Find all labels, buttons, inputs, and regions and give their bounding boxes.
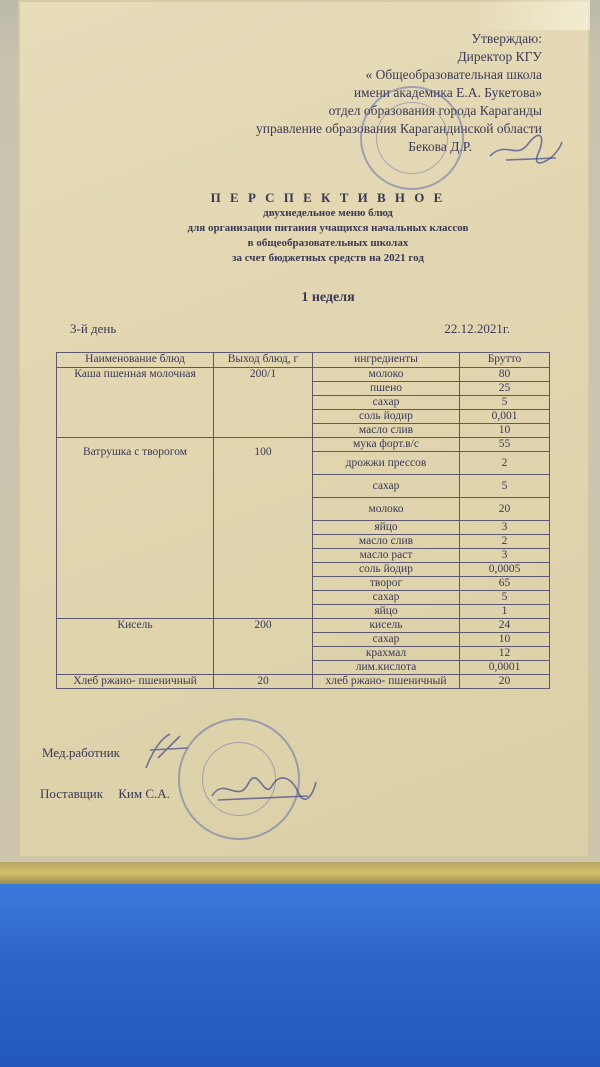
gross-weight: 5 (460, 475, 550, 498)
approval-line: « Общеобразовательная школа (365, 67, 542, 82)
ingredient: мука форт.в/с (313, 438, 460, 452)
approval-line: управление образования Карагандинской области (255, 121, 542, 136)
gross-weight: 80 (460, 368, 550, 382)
ingredient: крахмал (313, 647, 460, 661)
subtitle-line: в общеобразовательных школах (247, 237, 409, 249)
gross-weight: 3 (460, 549, 550, 563)
ingredient: кисель (313, 619, 460, 633)
column-header: Выход блюд, г (214, 353, 313, 368)
ingredient: молоко (313, 368, 460, 382)
ingredient: сахар (313, 396, 460, 410)
dish-name: Хлеб ржано- пшеничный (57, 675, 214, 689)
dish-yield: 20 (214, 675, 313, 689)
gross-weight: 5 (460, 591, 550, 605)
gross-weight: 55 (460, 438, 550, 452)
day-label: 3-й день (70, 321, 117, 336)
ingredient: сахар (313, 633, 460, 647)
supplier-signature (208, 770, 318, 810)
dish-name: Кисель (57, 619, 214, 675)
blue-wall (0, 880, 600, 1067)
gross-weight: 0,0001 (460, 661, 550, 675)
gross-weight: 2 (460, 452, 550, 475)
table-row (57, 619, 550, 633)
ingredient: соль йодир (313, 410, 460, 424)
table-header-row (57, 353, 550, 368)
subtitle-line: за счет бюджетных средств на 2021 год (232, 252, 424, 264)
gross-weight: 1 (460, 605, 550, 619)
gross-weight: 12 (460, 647, 550, 661)
dish-name: Ватрушка с творогом (57, 438, 214, 619)
ingredient: сахар (313, 475, 460, 498)
subtitle-line: двухнедельное меню блюд (263, 207, 393, 219)
gross-weight: 10 (460, 633, 550, 647)
approval-line: Директор КГУ (457, 49, 542, 64)
ingredient: пшено (313, 382, 460, 396)
dish-yield: 200 (214, 619, 313, 675)
table-body (57, 368, 550, 689)
gross-weight: 24 (460, 619, 550, 633)
table-row (57, 368, 550, 382)
ingredient: лим.кислота (313, 661, 460, 675)
gross-weight: 25 (460, 382, 550, 396)
menu-document (18, 0, 590, 858)
frame-bottom-edge (0, 862, 600, 884)
ingredient: творог (313, 577, 460, 591)
column-header: Наименование блюд (57, 353, 214, 368)
table-row (57, 438, 550, 452)
dish-yield: 200/1 (214, 368, 313, 438)
ingredient: яйцо (313, 521, 460, 535)
glass-glare (470, 0, 590, 30)
supplier-caption: Поставщик (40, 786, 104, 801)
document-subtitle (118, 206, 538, 266)
approval-line: Утверждаю: (471, 31, 542, 46)
gross-weight: 0,0005 (460, 563, 550, 577)
column-header: Брутто (460, 353, 550, 368)
ingredient: хлеб ржано- пшеничный (313, 675, 460, 689)
ingredient: соль йодир (313, 563, 460, 577)
ingredient: яйцо (313, 605, 460, 619)
gross-weight: 5 (460, 396, 550, 410)
dish-name: Каша пшенная молочная (57, 368, 214, 438)
gross-weight: 65 (460, 577, 550, 591)
gross-weight: 20 (460, 498, 550, 521)
table-row (57, 675, 550, 689)
approval-line: отдел образования города Караганды (328, 103, 542, 118)
ingredient: дрожжи прессов (313, 452, 460, 475)
gross-weight: 10 (460, 424, 550, 438)
document-title: П Е Р С П Е К Т И В Н О Е (210, 190, 446, 205)
approval-line: Бекова Д.Р. (408, 139, 472, 154)
gross-weight: 2 (460, 535, 550, 549)
ingredient: молоко (313, 498, 460, 521)
medic-label: Мед.работник (42, 745, 120, 760)
subtitle-line: для организации питания учащихся начальных классов (187, 222, 469, 234)
supplier-label (40, 786, 170, 802)
gross-weight: 0,001 (460, 410, 550, 424)
supplier-name: Ким С.А. (118, 786, 170, 801)
date-label: 22.12.2021г. (444, 321, 510, 336)
gross-weight: 20 (460, 675, 550, 689)
ingredient: масло слив (313, 535, 460, 549)
menu-table (56, 352, 550, 689)
dish-yield: 100 (214, 438, 313, 619)
ingredient: сахар (313, 591, 460, 605)
gross-weight: 3 (460, 521, 550, 535)
director-signature (486, 130, 566, 170)
week-label: 1 неделя (301, 290, 355, 305)
school-stamp (360, 86, 464, 190)
stamp-inner-ring (376, 102, 448, 174)
ingredient: масло слив (313, 424, 460, 438)
column-header: ингредиенты (313, 353, 460, 368)
approval-line: имени академика Е.А. Букетова» (353, 85, 542, 100)
ingredient: масло раст (313, 549, 460, 563)
